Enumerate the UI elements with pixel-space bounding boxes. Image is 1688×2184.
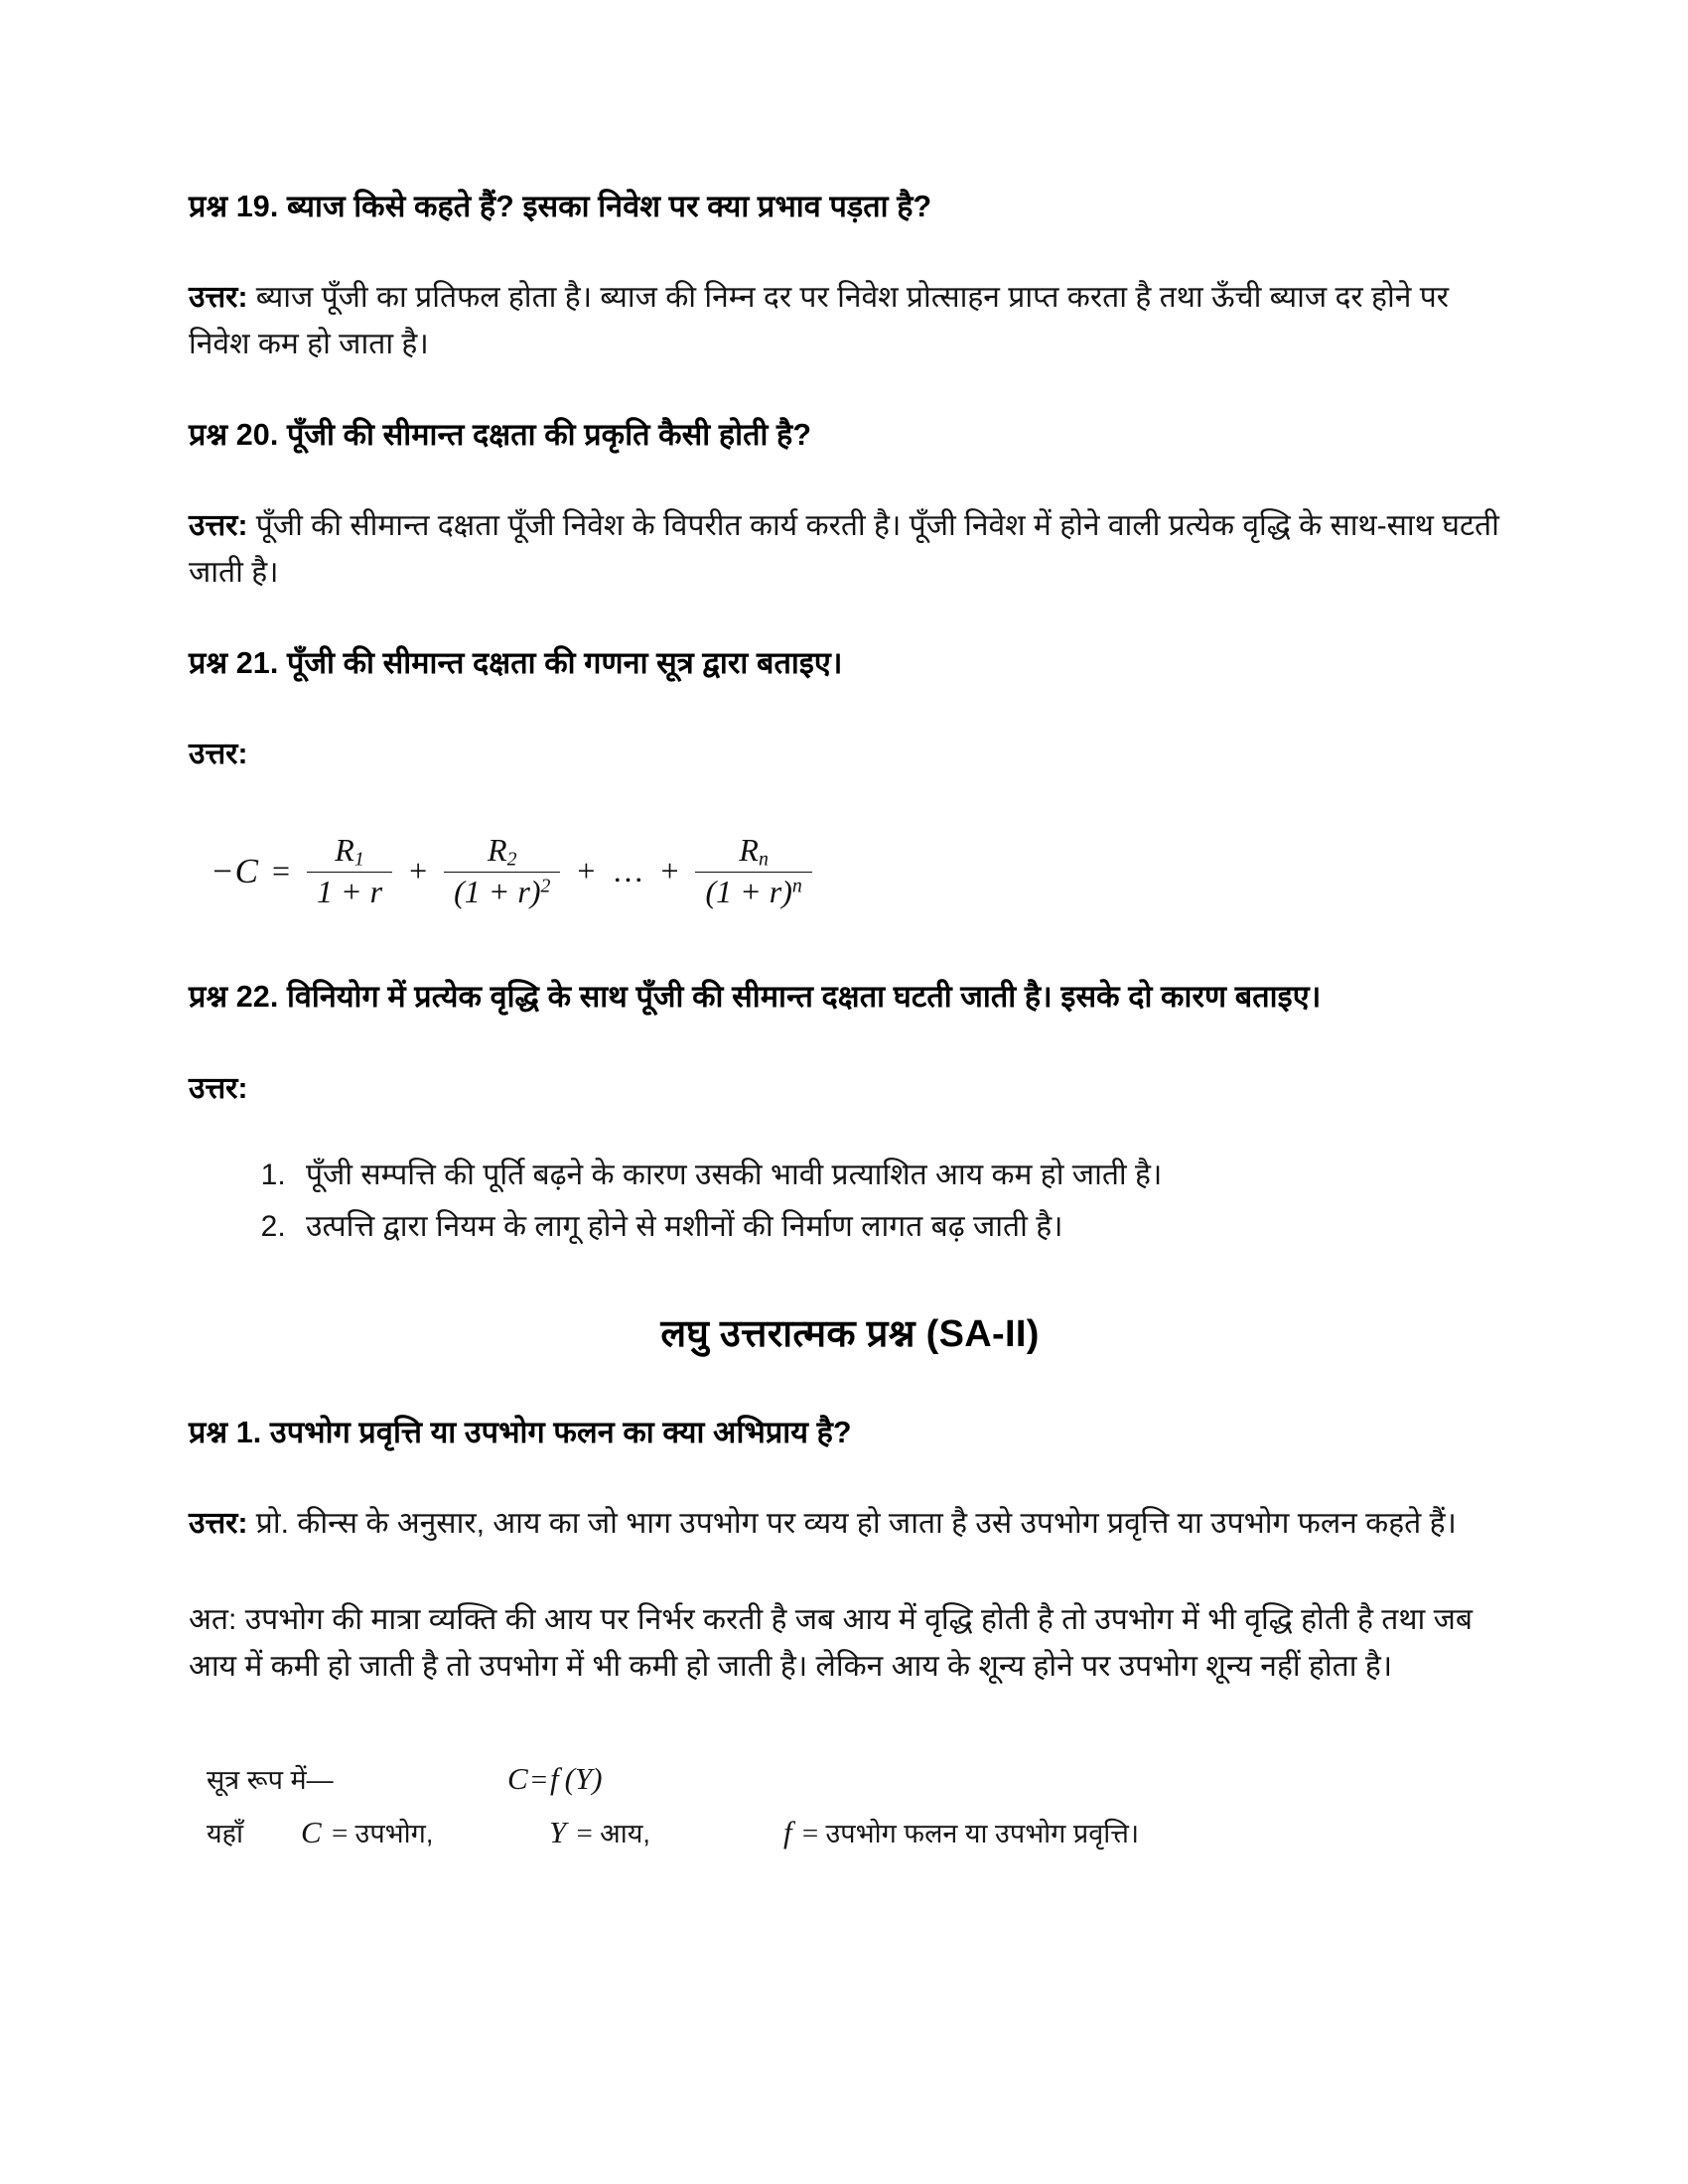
formula-ellipsis: … bbox=[612, 853, 644, 889]
formula-cf-item-f bbox=[780, 1806, 1139, 1859]
formula-lhs: −C bbox=[211, 851, 259, 890]
spacer bbox=[189, 1691, 1511, 1752]
formula-cf-item-c bbox=[298, 1806, 546, 1859]
page-content bbox=[189, 184, 1511, 1858]
formula-term-n bbox=[691, 834, 815, 908]
answer-text-20: पूँजी की सीमान्त दक्षता पूँजी निवेश के विपरीत कार्य करती है। पूँजी निवेश में होने वाली प्रत्येक वृद्धि के साथ-साथ घटती जाती है। bbox=[189, 509, 1499, 590]
list-item: 1. पूँजी सम्पत्ति की पूर्ति बढ़ने के कारण उसकी भावी प्रत्याशित आय कम हो जाती है। bbox=[294, 1152, 1511, 1198]
formula-expression bbox=[189, 834, 1511, 908]
reasons-list bbox=[189, 1152, 1511, 1249]
question-heading-sa2-1: प्रश्न 1. उपभोग प्रवृत्ति या उपभोग फलन का क्या अभिप्राय है? bbox=[189, 1415, 852, 1449]
formula-term-2-denominator: $(1 + r)^2$ bbox=[444, 872, 560, 908]
spacer bbox=[189, 1112, 1511, 1152]
spacer bbox=[189, 1360, 1511, 1410]
answer-21 bbox=[189, 732, 1511, 778]
formula-cf-item-y-meaning: आय, bbox=[600, 1818, 650, 1848]
answer-text-sa2-1: प्रो. कीन्स के अनुसार, आय का जो भाग उपभोग पर व्यय हो जाता है उसे उपभोग प्रवृत्ति या उपभोग फलन कहते हैं। bbox=[247, 1507, 1457, 1541]
spacer bbox=[189, 458, 1511, 503]
answer-20 bbox=[189, 503, 1511, 597]
question-heading-20: प्रश्न 20. पूँजी की सीमान्त दक्षता की प्रकृति कैसी होती है? bbox=[189, 417, 812, 452]
answer-label-22: उत्तर: bbox=[189, 1071, 248, 1105]
formula-term-1-denominator: 1 + r bbox=[307, 872, 392, 908]
formula-cf-item-f-equals: = bbox=[801, 1817, 819, 1849]
answer-text-19: ब्याज पूँजी का प्रतिफल होता है। ब्याज की निम्न दर पर निवेश प्रोत्साहन प्राप्त करता है तथा ऊँची ब्याज दर होने पर निवेश कम हो जाता है। bbox=[189, 281, 1450, 361]
formula-cf-item-c-equals: = bbox=[331, 1817, 349, 1849]
answer-label-20: उत्तर: bbox=[189, 509, 248, 543]
formula-cf-item-y-equals: = bbox=[576, 1817, 593, 1849]
formula-cf-f: f bbox=[550, 1760, 559, 1796]
formula-term-2 bbox=[440, 834, 564, 908]
formula-consumption-function bbox=[189, 1752, 1511, 1859]
formula-plus-2: + bbox=[577, 853, 596, 889]
spacer bbox=[189, 229, 1511, 275]
formula-term-n-numerator: $R_n$ bbox=[739, 832, 769, 871]
formula-cf-y: (Y) bbox=[564, 1760, 603, 1796]
answer-22 bbox=[189, 1066, 1511, 1113]
question-heading-22: प्रश्न 22. विनियोग में प्रत्येक वृद्धि के साथ पूँजी की सीमान्त दक्षता घटती जाती है। इसके दो कारण बताइए। bbox=[189, 980, 1322, 1015]
formula-cf-item-y-symbol: Y bbox=[549, 1814, 567, 1849]
list-item: 2. उत्पत्ति द्वारा नियम के लागू होने से मशीनों की निर्माण लागत बढ़ जाती है। bbox=[294, 1203, 1511, 1250]
formula-term-2-numerator: $R_2$ bbox=[488, 832, 517, 871]
answer-label-19: उत्तर: bbox=[189, 281, 248, 315]
answer-19 bbox=[189, 275, 1511, 368]
spacer bbox=[189, 1548, 1511, 1597]
formula-cf-item-c-symbol: C bbox=[301, 1814, 322, 1849]
spacer bbox=[189, 1021, 1511, 1066]
formula-equals: = bbox=[271, 853, 291, 889]
formula-term-1 bbox=[303, 834, 396, 908]
formula-term-1-numerator: $R_1$ bbox=[335, 832, 364, 871]
spacer bbox=[189, 778, 1511, 834]
spacer bbox=[189, 597, 1511, 640]
spacer bbox=[189, 908, 1511, 974]
formula-cf-equals: = bbox=[530, 1763, 548, 1796]
section-heading-sa2: लघु उत्तरात्मक प्रश्न (SA-II) bbox=[660, 1312, 1040, 1355]
paragraph-sa2-1-second: अत: उपभोग की मात्रा व्यक्ति की आय पर निर्भर करती है जब आय में वृद्धि होती है तो उपभोग में भी वृद्धि होती है तथा जब आय में कमी हो जाती है तो उपभोग में भी कमी हो जाती है। लेकिन आय के शून्य होने पर उपभोग शून्य नहीं होता है। bbox=[189, 1603, 1474, 1683]
formula-cf-item-f-symbol: f bbox=[783, 1814, 792, 1849]
formula-marginal-efficiency-of-capital bbox=[189, 834, 1511, 908]
answer-label-21: उत्तर: bbox=[189, 738, 248, 771]
answer-label-sa2-1: उत्तर: bbox=[189, 1507, 248, 1541]
question-heading-21: प्रश्न 21. पूँजी की सीमान्त दक्षता की गणना सूत्र द्वारा बताइए। bbox=[189, 645, 843, 680]
formula-cf-c: C bbox=[507, 1760, 528, 1796]
formula-cf-line2-label: यहाँ bbox=[207, 1818, 243, 1848]
formula-cf-line1-label: सूत्र रूप में— bbox=[207, 1764, 334, 1795]
formula-term-n-denominator: $(1 + r)^n$ bbox=[695, 872, 811, 908]
formula-plus-1: + bbox=[409, 853, 428, 889]
formula-cf-line-2 bbox=[207, 1806, 1511, 1859]
formula-cf-item-f-meaning: उपभोग फलन या उपभोग प्रवृत्ति। bbox=[825, 1818, 1140, 1848]
spacer bbox=[189, 1254, 1511, 1309]
formula-cf-item-c-meaning: उपभोग, bbox=[354, 1818, 434, 1848]
spacer bbox=[189, 368, 1511, 412]
spacer bbox=[189, 1455, 1511, 1501]
formula-plus-3: + bbox=[660, 853, 679, 889]
spacer bbox=[189, 686, 1511, 732]
question-heading-19: प्रश्न 19. ब्याज किसे कहते हैं? इसका निवेश पर क्या प्रभाव पड़ता है? bbox=[189, 190, 932, 223]
formula-cf-line-1 bbox=[207, 1752, 1511, 1806]
answer-sa2-1 bbox=[189, 1501, 1511, 1548]
formula-cf-item-y bbox=[546, 1806, 780, 1859]
